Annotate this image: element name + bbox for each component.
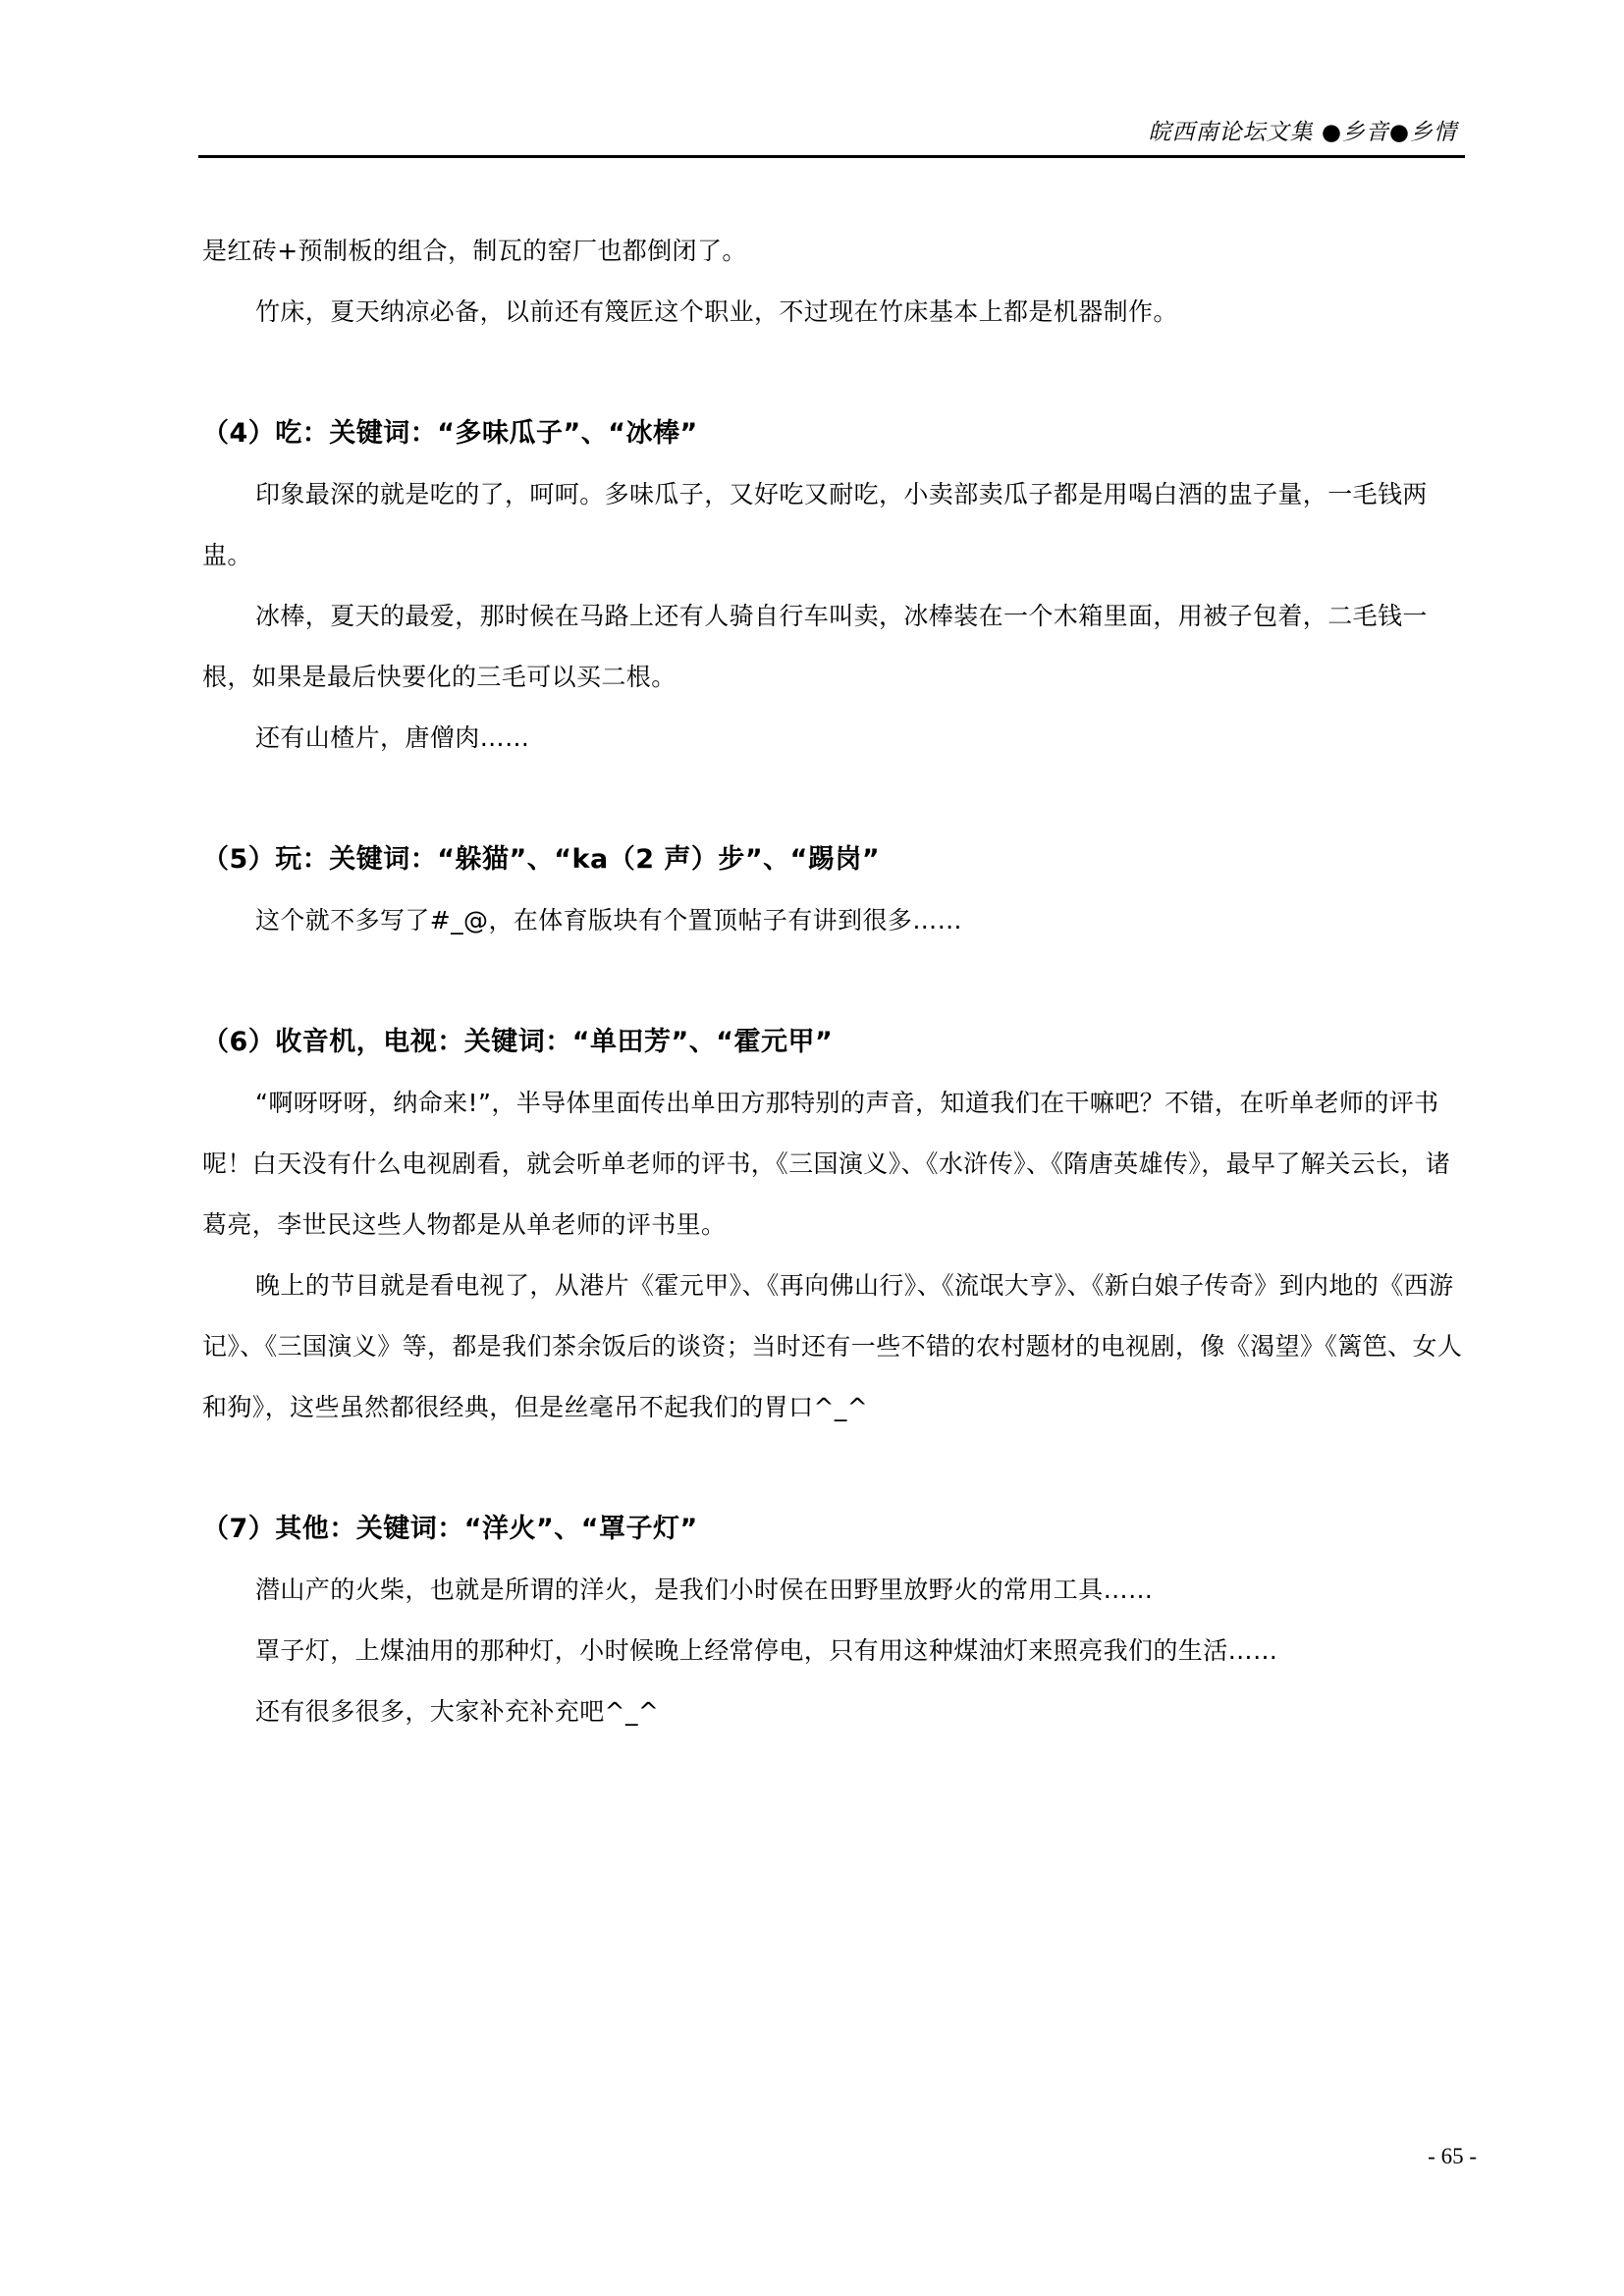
document-body xyxy=(202,221,1465,1742)
section-heading-eat: （4）吃：关键词：“多味瓜子”、“冰棒” xyxy=(202,418,698,449)
paragraph-other-2: 罩子灯，上煤油用的那种灯，小时候晚上经常停电，只有用这种煤油灯来照亮我们的生活…… xyxy=(255,1636,1278,1665)
paragraph-eat-3: 还有山楂片，唐僧肉…… xyxy=(255,723,530,752)
paragraph-play-1: 这个就不多写了#_@，在体育版块有个置顶帖子有讲到很多…… xyxy=(255,906,963,934)
section-gap xyxy=(202,343,1465,403)
section-gap xyxy=(202,1438,1465,1499)
paragraph-eat-2: 冰棒，夏天的最爱，那时候在马路上还有人骑自行车叫卖，冰棒装在一个木箱里面，用被子包着，二毛钱一根，如果是最后快要化的三毛可以买二根。 xyxy=(202,602,1428,691)
page-number: - 65 - xyxy=(1428,2144,1477,2168)
paragraph-eat-1: 印象最深的就是吃的了，呵呵。多味瓜子，又好吃又耐吃，小卖部卖瓜子都是用喝白酒的盅子量，一毛钱两盅。 xyxy=(202,480,1428,569)
section-gap xyxy=(202,769,1465,829)
header-title: 皖西南论坛文集 ●乡音●乡情 xyxy=(1148,120,1457,145)
section-heading-radio-tv: （6）收音机，电视：关键词：“单田芳”、“霍元甲” xyxy=(202,1027,834,1057)
page-header xyxy=(198,110,1465,158)
section-gap xyxy=(202,951,1465,1012)
section-heading-play: （5）玩：关键词：“躲猫”、“ka（2 声）步”、“踢岗” xyxy=(202,844,881,875)
section-heading-other: （7）其他：关键词：“洋火”、“罩子灯” xyxy=(202,1514,698,1544)
paragraph-other-3: 还有很多很多，大家补充补充吧^_^ xyxy=(255,1697,660,1726)
paragraph-bamboo-bed: 竹床，夏天纳凉必备，以前还有篾匠这个职业，不过现在竹床基本上都是机器制作。 xyxy=(255,297,1178,326)
paragraph-radio-tv-1: “啊呀呀呀，纳命来!”，半导体里面传出单田方那特别的声音，知道我们在干嘛吧？不错，在听单老师的评书呢！白天没有什么电视剧看，就会听单老师的评书，《三国演义》、《水浒传》、《隋唐英雄传》，最早了解关云长，诸葛亮，李世民这些人物都是从单老师的评书里。 xyxy=(202,1089,1451,1239)
paragraph-radio-tv-2: 晚上的节目就是看电视了，从港片《霍元甲》、《再向佛山行》、《流氓大亨》、《新白娘子传奇》到内地的《西游记》、《三国演义》等，都是我们茶余饭后的谈资；当时还有一些不错的农村题材的电视剧，像《渴望》《篱笆、女人和狗》，这些虽然都很经典，但是丝毫吊不起我们的胃口^_^ xyxy=(202,1271,1463,1421)
paragraph-other-1: 潜山产的火柴，也就是所谓的洋火，是我们小时侯在田野里放野火的常用工具…… xyxy=(255,1575,1154,1604)
paragraph-continued: 是红砖+预制板的组合，制瓦的窑厂也都倒闭了。 xyxy=(202,237,747,265)
